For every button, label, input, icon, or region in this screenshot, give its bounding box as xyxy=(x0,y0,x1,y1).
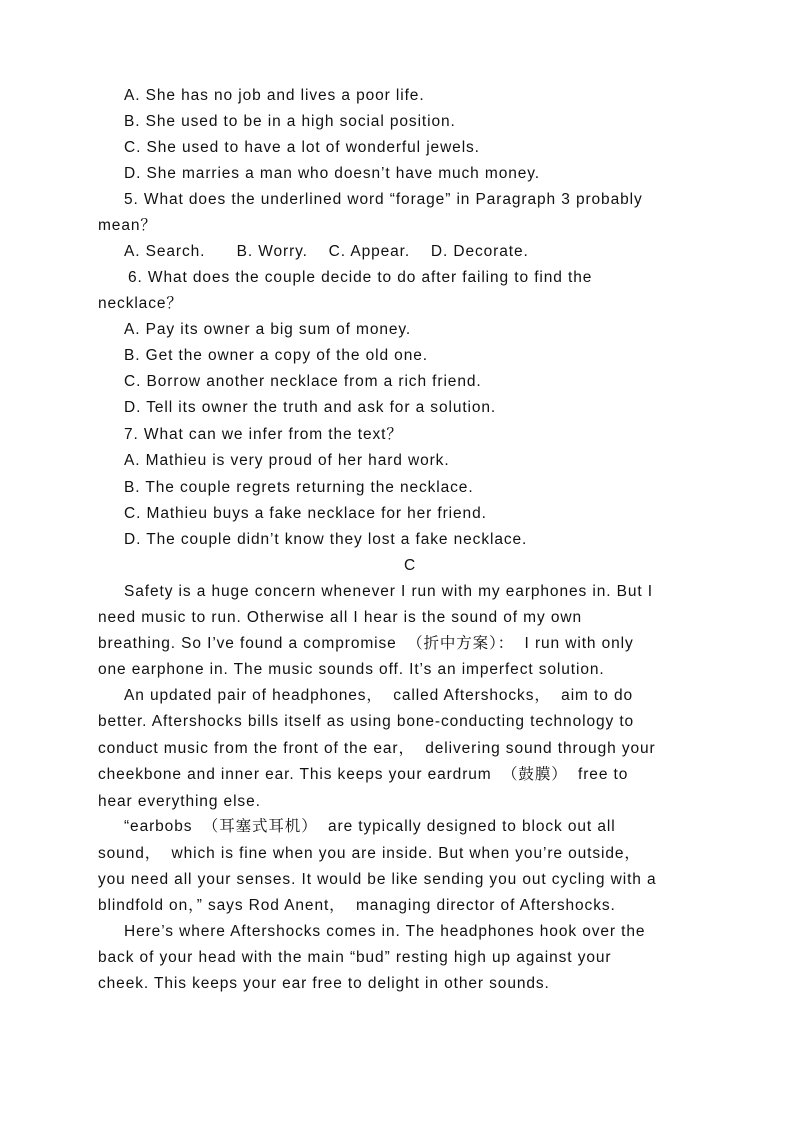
q7-option-b: B. The couple regrets returning the necklace. xyxy=(124,479,474,496)
q6-option-a: A. Pay its owner a big sum of money. xyxy=(124,321,412,338)
paragraph-line: cheek. This keeps your ear free to delight in other sounds. xyxy=(98,975,550,992)
paragraph-line: Here’s where Aftershocks comes in. The headphones hook over the xyxy=(124,923,646,940)
q6-option-b: B. Get the owner a copy of the old one. xyxy=(124,347,428,364)
paragraph-line: breathing. So I’ve found a compromise （折中方案）： I run with only xyxy=(98,635,634,652)
q7-option-d: D. The couple didn’t know they lost a fake necklace. xyxy=(124,531,528,548)
q5-stem-line1: 5. What does the underlined word “forage” in Paragraph 3 probably xyxy=(124,191,643,208)
paragraph-line: blindfold on，” says Rod Anent， managing director of Aftershocks. xyxy=(98,897,616,914)
q7-stem: 7. What can we infer from the text？ xyxy=(124,426,403,443)
q6-option-d: D. Tell its owner the truth and ask for a solution. xyxy=(124,399,497,416)
paragraph-line: hear everything else. xyxy=(98,793,261,810)
q5-options: A. Search. B. Worry. C. Appear. D. Decorate. xyxy=(124,243,529,260)
paragraph-line: cheekbone and inner ear. This keeps your eardrum （鼓膜） free to xyxy=(98,766,629,783)
q4-option-b: B. She used to be in a high social position. xyxy=(124,113,456,130)
q6-option-c: C. Borrow another necklace from a rich friend. xyxy=(124,373,482,390)
paragraph-line: “earbobs （耳塞式耳机） are typically designed to block out all xyxy=(124,818,616,835)
paragraph-line: conduct music from the front of the ear， delivering sound through your xyxy=(98,740,656,757)
q5-stem-line2: mean？ xyxy=(98,217,157,234)
paragraph-line: one earphone in. The music sounds off. It’s an imperfect solution. xyxy=(98,661,605,678)
paragraph-line: Safety is a huge concern whenever I run with my earphones in. But I xyxy=(124,583,654,600)
q6-stem-line1: 6. What does the couple decide to do after failing to find the xyxy=(128,269,593,286)
q4-option-c: C. She used to have a lot of wonderful jewels. xyxy=(124,139,480,156)
q4-option-a: A. She has no job and lives a poor life. xyxy=(124,87,425,104)
paragraph-line: need music to run. Otherwise all I hear is the sound of my own xyxy=(98,609,582,626)
paragraph-line: An updated pair of headphones， called Aftershocks， aim to do xyxy=(124,687,634,704)
paragraph-line: you need all your senses. It would be like sending you out cycling with a xyxy=(98,871,657,888)
paragraph-line: back of your head with the main “bud” resting high up against your xyxy=(98,949,612,966)
section-heading: C xyxy=(403,557,417,574)
q4-option-d: D. She marries a man who doesn’t have much money. xyxy=(124,165,540,182)
q7-option-c: C. Mathieu buys a fake necklace for her friend. xyxy=(124,505,487,522)
paragraph-line: sound， which is fine when you are inside. But when you’re outside， xyxy=(98,845,641,862)
q6-stem-line2: necklace？ xyxy=(98,295,183,312)
q7-option-a: A. Mathieu is very proud of her hard work. xyxy=(124,452,450,469)
paragraph-line: better. Aftershocks bills itself as using bone-conducting technology to xyxy=(98,713,635,730)
